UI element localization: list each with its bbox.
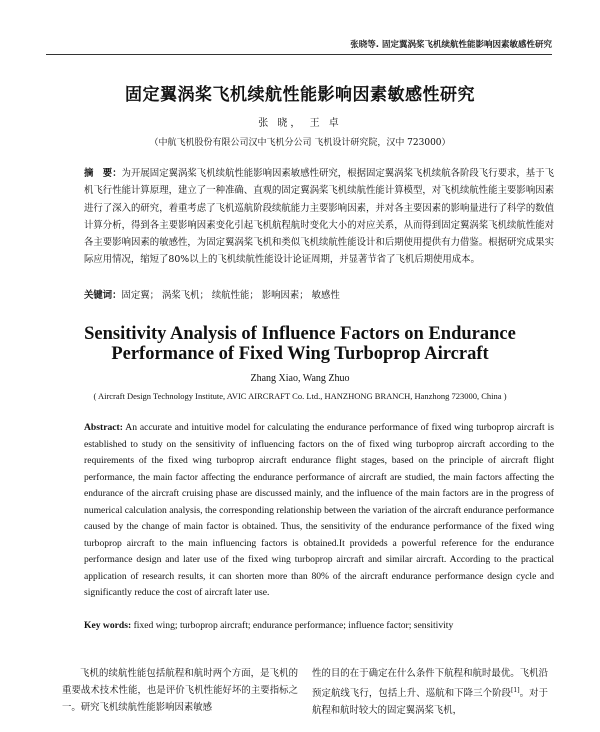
citation-ref: [1]: [511, 687, 520, 694]
chinese-abstract-label: 摘 要：: [84, 168, 122, 179]
chinese-abstract-text: 为开展固定翼涡桨飞机续航性能影响因素敏感性研究，根据固定翼涡桨飞机续航各阶段飞行要求，基于飞机飞行性能计算原理，建立了一种准确、直观的固定翼涡桨飞机续航性能计算模型，对飞机续航性能主要影响因素进行了深入的研究，着重考虑了飞机巡航阶段续航能力主要影响因素，并对各主要因素的影响量进行了科学的数值计算分析，得到各主要影响因素变化引起飞机航程航时变化大小的对应关系，从而得到固定翼涡桨飞机续航性能对各主要影响因素的敏感性，为固定翼涡桨飞机和类似飞机续航性能设计和后期使用提供有力借鉴。根据研究成果实际应用情况，缩短了80%以上的飞机续航性能设计论证周期，并显著节省了飞机后期使用成本。: [84, 168, 554, 266]
body-right-text-a: 性的目的在于确定在什么条件下航程和航时最优。飞机沿预定航线飞行，包括上升、巡航和下降三个阶段: [312, 668, 548, 700]
chinese-affiliation: （中航飞机股份有限公司汉中飞机分公司 飞机设计研究院，汉中 723000）: [149, 138, 451, 148]
chinese-abstract: [84, 165, 554, 269]
english-affiliation: ( Aircraft Design Technology Institute, AVIC AIRCRAFT Co. Ltd., HANZHONG BRANCH, Hanzhong 723000, China ): [93, 391, 507, 401]
body-right-column: [312, 665, 548, 719]
english-abstract-label: Abstract:: [84, 422, 123, 433]
running-head: 张晓等. 固定翼涡桨飞机续航性能影响因素敏感性研究: [350, 40, 552, 50]
english-title: Sensitivity Analysis of Influence Factors on Endurance Performance of Fixed Wing Turboprop Aircraft: [84, 324, 516, 364]
english-keywords-label: Key words:: [84, 620, 132, 631]
english-abstract-text: An accurate and intuitive model for calculating the endurance performance of fixed wing turboprop aircraft is established to study on the sensitivity of influencing factors on the of fixed wing turboprop aircraft according to the requirements of the fixed wing turboprop aircraft endurance flight stages, based on the principle of aircraft flight performance, the main factor affecting the endurance performance of aircraft are studied, the main factors affecting the endurance of the aircraft cruising phase are discussed mainly, and the influence of the main factors are in the progress of numerical calculation analysis, the corresponding relationship between the variation of the aircraft endurance performance caused by the change of main factor is obtained. Thus, the sensitivity of the endurance performance of the fixed wing turboprop aircraft to the main influencing factors is obtained.It provideds a powerful reference for the endurance performance design and later use of the fixed wing turboprop aircraft and similar aircraft. According to the practical application of research results, it can shorten more than 80% of the aircraft endurance performance design cycle and significantly reduce the cost of aircraft later use.: [84, 422, 554, 598]
body-right-text-b: 。对于航程和航时较大的固定翼涡桨飞机，: [312, 688, 548, 717]
chinese-authors: 张 晓， 王 卓: [258, 118, 342, 129]
chinese-title: 固定翼涡桨飞机续航性能影响因素敏感性研究: [125, 85, 475, 105]
chinese-keywords: [84, 287, 554, 301]
chinese-keywords-label: 关键词：: [84, 290, 122, 301]
header-rule: [46, 54, 552, 55]
english-abstract: [84, 420, 554, 602]
body-left-column: 飞机的续航性能包括航程和航时两个方面，是飞机的重要战术技术性能，也是评价飞机性能好坏的主要指标之一。研究飞机续航性能影响因素敏感: [62, 668, 298, 713]
english-keywords: [84, 620, 554, 631]
english-authors: Zhang Xiao, Wang Zhuo: [250, 373, 350, 384]
chinese-keywords-text: 固定翼； 涡桨飞机； 续航性能； 影响因素； 敏感性: [121, 290, 340, 301]
english-keywords-text: fixed wing; turboprop aircraft; endurance performance; influence factor; sensitivity: [133, 620, 454, 631]
